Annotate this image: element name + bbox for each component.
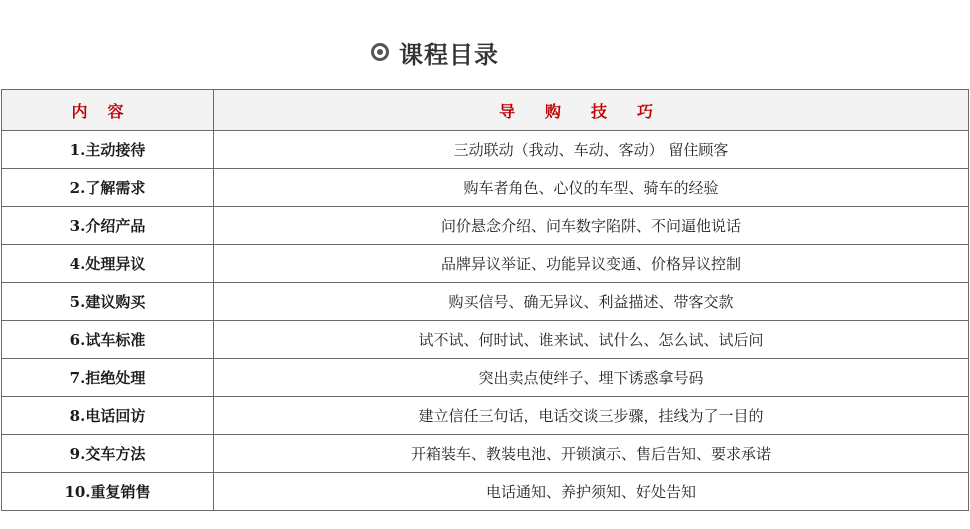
row-item-tip: 三动联动（我动、车动、客动） 留住顾客 [214,131,969,169]
row-item-tip: 购车者角色、心仪的车型、骑车的经验 [214,169,969,207]
table-row [2,245,969,283]
table-row [2,473,969,511]
row-item-name: 1.主动接待 [2,131,214,169]
row-item-tip: 购买信号、确无异议、利益描述、带客交款 [214,283,969,321]
row-item-name: 10.重复销售 [2,473,214,511]
row-item-tip: 建立信任三句话，电话交谈三步骤，挂线为了一目的 [214,397,969,435]
row-item-name: 8.电话回访 [2,397,214,435]
row-item-tip: 突出卖点使绊子、埋下诱惑拿号码 [214,359,969,397]
row-item-name: 7.拒绝处理 [2,359,214,397]
page-title: 课程目录 [399,40,499,69]
table-row [2,435,969,473]
table-row [2,359,969,397]
table-row [2,169,969,207]
row-item-tip: 试不试、何时试、谁来试、试什么、怎么试、试后问 [214,321,969,359]
row-item-name: 4.处理异议 [2,245,214,283]
header-tips: 导购技巧 [214,90,969,131]
table-row [2,207,969,245]
table-row [2,131,969,169]
table-row [2,397,969,435]
course-table [1,89,969,511]
row-item-name: 9.交车方法 [2,435,214,473]
table-row [2,283,969,321]
table-row [2,321,969,359]
row-item-tip: 开箱装车、教装电池、开锁演示、售后告知、要求承诺 [214,435,969,473]
row-item-name: 2.了解需求 [2,169,214,207]
row-item-name: 5.建议购买 [2,283,214,321]
row-item-tip: 问价悬念介绍、问车数字陷阱、不问逼他说话 [214,207,969,245]
target-circle-icon [371,43,389,61]
row-item-tip: 品牌异议举证、功能异议变通、价格异议控制 [214,245,969,283]
row-item-name: 3.介绍产品 [2,207,214,245]
page-header [0,30,970,74]
header-content: 内容 [2,90,214,131]
row-item-tip: 电话通知、养护须知、好处告知 [214,473,969,511]
table-header-row [2,90,969,131]
row-item-name: 6.试车标准 [2,321,214,359]
